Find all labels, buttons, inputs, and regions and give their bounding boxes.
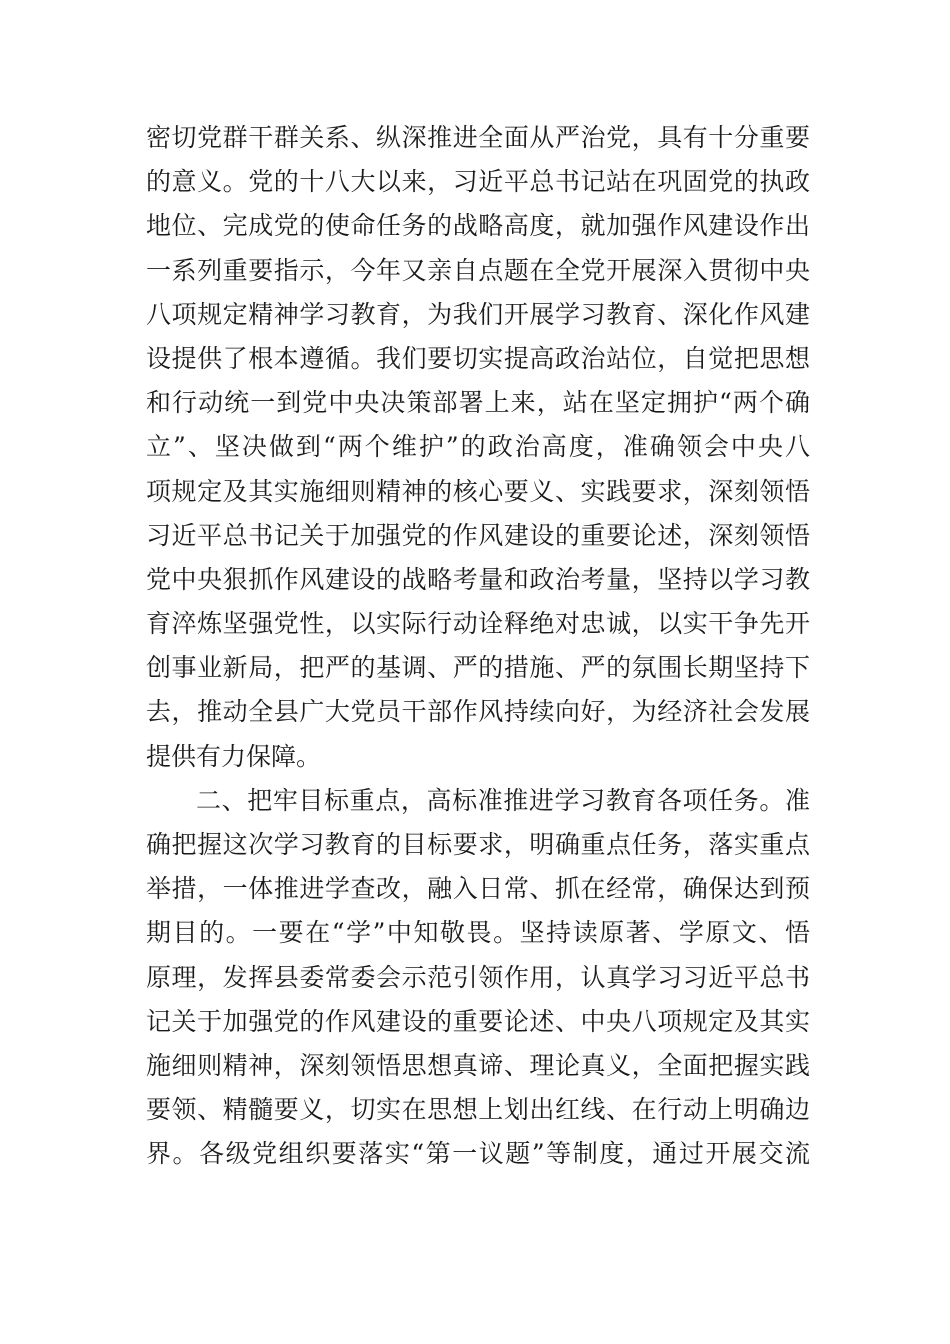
text-line: 界。各级党组织要落实“第一议题”等制度，通过开展交流 (146, 1139, 810, 1169)
section-heading-line: 二、把牢目标重点，高标准推进学习教育各项任务。准 (196, 785, 810, 815)
text-line: 确把握这次学习教育的目标要求，明确重点任务，落实重点 (146, 830, 810, 859)
text-line: 一系列重要指示，今年又亲自点题在全党开展深入贯彻中央 (146, 255, 810, 285)
text-line: 要领、精髓要义，切实在思想上划出红线、在行动上明确边 (146, 1095, 810, 1125)
document-body (146, 116, 810, 1177)
text-line: 习近平总书记关于加强党的作风建设的重要论述，深刻领悟 (146, 520, 810, 550)
text-line: 施细则精神，深刻领悟思想真谛、理论真义，全面把握实践 (146, 1050, 810, 1080)
text-line: 举措，一体推进学查改，融入日常、抓在经常，确保达到预 (146, 874, 810, 904)
text-line: 党中央狠抓作风建设的战略考量和政治考量，坚持以学习教 (146, 564, 810, 594)
text-line: 八项规定精神学习教育，为我们开展学习教育、深化作风建 (146, 299, 810, 329)
text-line: 和行动统一到党中央决策部署上来，站在坚定拥护“两个确 (146, 388, 810, 418)
text-line: 育淬炼坚强党性，以实际行动诠释绝对忠诚，以实干争先开 (146, 609, 810, 639)
text-line: 去，推动全县广大党员干部作风持续向好，为经济社会发展 (146, 697, 810, 727)
text-line: 项规定及其实施细则精神的核心要义、实践要求，深刻领悟 (146, 476, 810, 506)
text-line: 的意义。党的十八大以来，习近平总书记站在巩固党的执政 (146, 167, 810, 197)
text-line: 地位、完成党的使命任务的战略高度，就加强作风建设作出 (146, 211, 810, 241)
text-line: 原理，发挥县委常委会示范引领作用，认真学习习近平总书 (146, 962, 810, 992)
paragraph-end-line: 提供有力保障。 (146, 741, 322, 771)
text-line: 创事业新局，把严的基调、严的措施、严的氛围长期坚持下 (146, 653, 810, 683)
text-line: 设提供了根本遵循。我们要切实提高政治站位，自觉把思想 (146, 343, 810, 373)
text-line: 期目的。一要在“学”中知敬畏。坚持读原著、学原文、悟 (146, 918, 810, 948)
text-line: 立”、坚决做到“两个维护”的政治高度，准确领会中央八 (146, 432, 810, 462)
text-line: 记关于加强党的作风建设的重要论述、中央八项规定及其实 (146, 1006, 810, 1036)
text-line: 密切党群干群关系、纵深推进全面从严治党，具有十分重要 (146, 123, 810, 152)
